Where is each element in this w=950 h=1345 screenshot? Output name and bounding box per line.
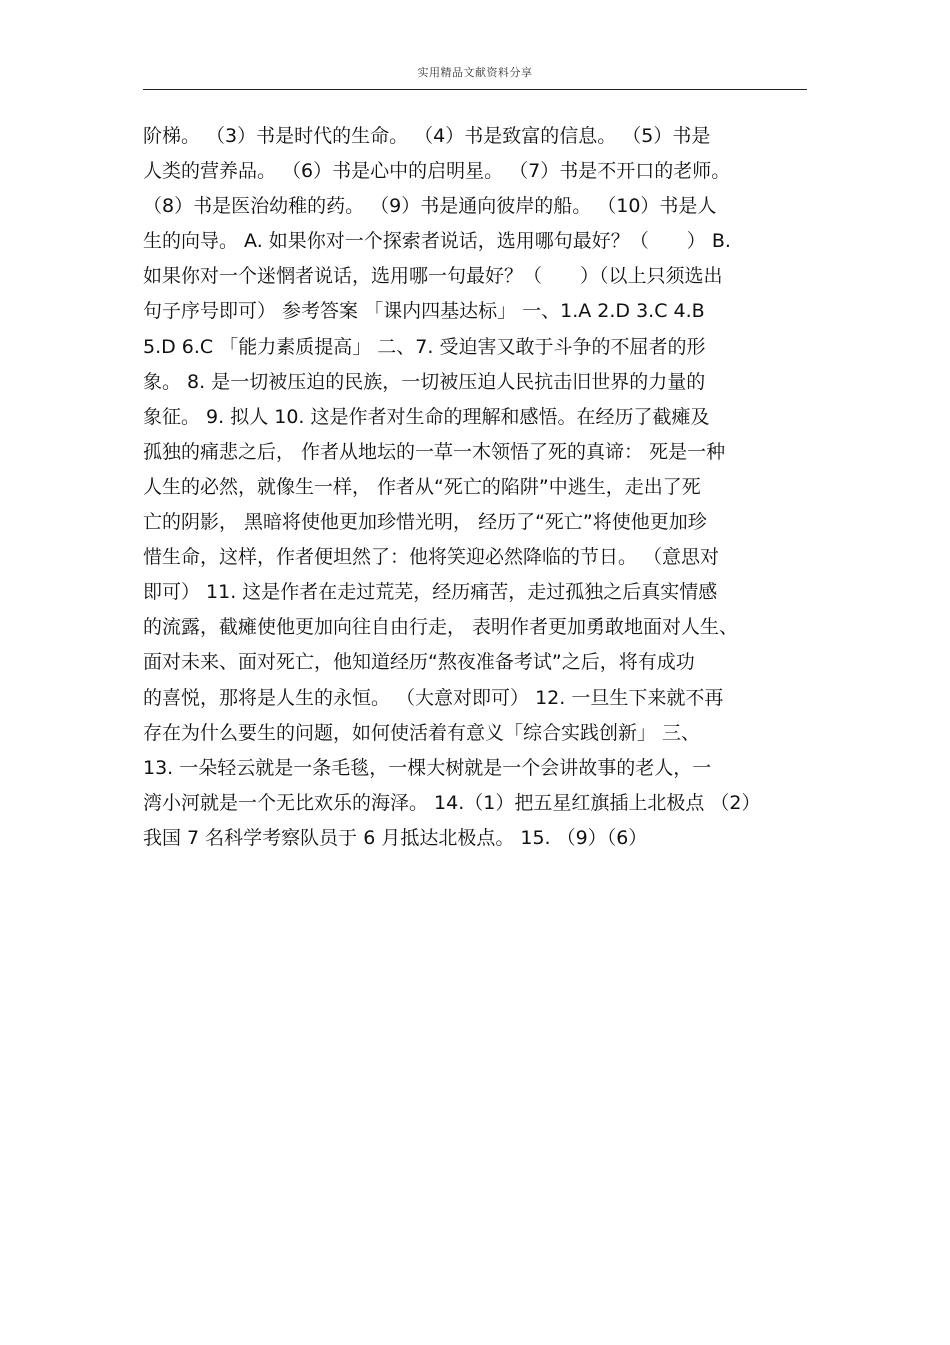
text-line: 生的向导。 A. 如果你对一个探索者说话，选用哪句最好？（ ） B. (143, 230, 731, 253)
text-line: 我国 7 名科学考察队员于 6 月抵达北极点。 15. （9）（6） (143, 826, 648, 849)
body-text (143, 119, 833, 856)
text-line: 孤独的痛悲之后， 作者从地坛的一草一木领悟了死的真谛： 死是一种 (143, 440, 726, 463)
text-line: 13. 一朵轻云就是一条毛毯，一棵大树就是一个会讲故事的老人，一 (143, 756, 712, 779)
text-line: 人类的营养品。 （6）书是心中的启明星。 （7）书是不开口的老师。 (143, 160, 731, 183)
text-line: 如果你对一个迷惘者说话，选用哪一句最好？（ ）（以上只须选出 (143, 265, 723, 288)
header-divider (143, 89, 807, 90)
text-line: 湾小河就是一个无比欢乐的海泽。 14.（1）把五星红旗插上北极点 （2） (143, 791, 761, 814)
text-line: 句子序号即可） 参考答案 「课内四基达标」 一、1.A 2.D 3.C 4.B (143, 300, 705, 323)
text-line: 亡的阴影， 黑暗将使他更加珍惜光明， 经历了“死亡”将使他更加珍 (143, 511, 707, 534)
text-line: 人生的必然，就像生一样， 作者从“死亡的陷阱”中逃生，走出了死 (143, 475, 701, 498)
text-line: 面对未来、面对死亡，他知道经历“熬夜准备考试”之后，将有成功 (143, 651, 695, 674)
text-line: （8）书是医治幼稚的药。 （9）书是通向彼岸的船。 （10）书是人 (143, 195, 717, 218)
text-line: 的流露，截瘫使他更加向往自由行走， 表明作者更加勇敢地面对人生、 (143, 616, 739, 639)
text-line: 存在为什么要生的问题，如何使活着有意义「综合实践创新」 三、 (143, 721, 701, 744)
text-line: 象。 8. 是一切被压迫的民族，一切被压迫人民抗击旧世界的力量的 (143, 370, 706, 393)
text-line: 惜生命，这样，作者便坦然了：他将笑迎必然降临的节日。 （意思对 (143, 546, 720, 569)
text-line: 象征。 9. 拟人 10. 这是作者对生命的理解和感悟。在经历了截瘫及 (143, 405, 710, 428)
page-header: 实用精品文献资料分享 (417, 66, 533, 79)
text-line: 5.D 6.C 「能力素质提高」 二、7. 受迫害又敢于斗争的不屈者的形 (143, 335, 706, 358)
text-line: 的喜悦，那将是人生的永恒。 （大意对即可） 12. 一旦生下来就不再 (143, 686, 724, 709)
text-line: 即可） 11. 这是作者在走过荒芜，经历痛苦，走过孤独之后真实情感 (143, 581, 718, 604)
text-line: 阶梯。 （3）书是时代的生命。 （4）书是致富的信息。 （5）书是 (143, 125, 711, 147)
